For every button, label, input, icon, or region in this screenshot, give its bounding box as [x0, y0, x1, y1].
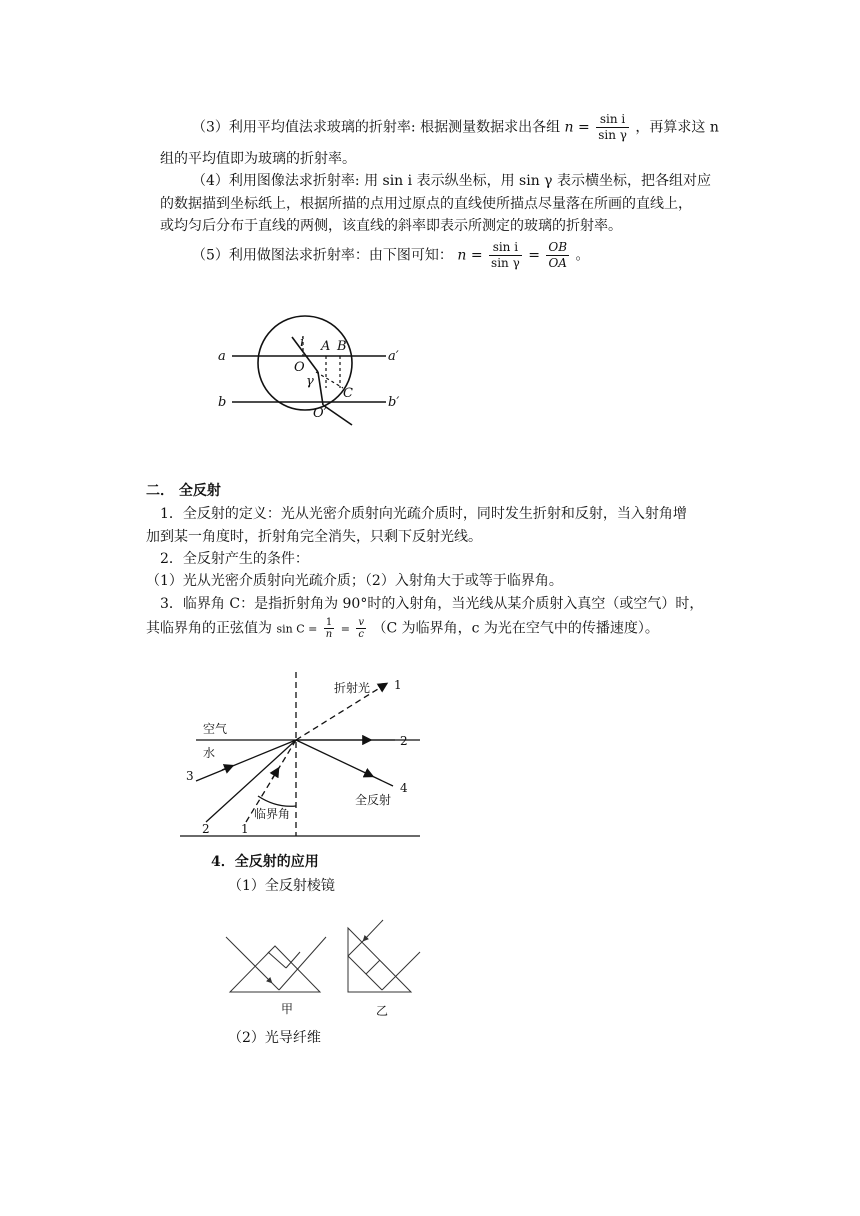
para5-n: n	[457, 247, 467, 264]
para5-fraction2-numerator: OB	[548, 240, 568, 254]
critical-fraction-1-denominator: n	[325, 629, 333, 640]
para5-eq1: =	[470, 247, 483, 264]
para4-line2: 的数据描到坐标纸上，根据所描的点用过原点的直线使所描点尽量落在所画的直线上，	[160, 196, 692, 212]
prism-a-label: 甲	[281, 1002, 294, 1016]
para3-fraction-numerator: sin i	[596, 112, 629, 128]
critical-fraction-2	[356, 617, 366, 640]
label-O: O	[294, 360, 305, 375]
critical-fraction-1-numerator: 1	[324, 617, 334, 629]
section2-heading: 二． 全反射	[146, 483, 221, 499]
ray-2-label-bottom: 2	[202, 822, 210, 836]
section2-p2-sub: （1）光从光密介质射向光疏介质；（2）入射角大于或等于临界角。	[146, 573, 563, 589]
label-a-prime: a′	[388, 349, 399, 364]
section4-heading: 4．全反射的应用	[211, 854, 319, 870]
para3-text: （3）利用平均值法求玻璃的折射率: 根据测量数据求出各组	[192, 119, 561, 136]
para5-fraction2	[546, 240, 569, 271]
para5-eq2: =	[528, 247, 540, 264]
critical-eq: =	[340, 622, 350, 636]
label-b: b	[218, 395, 227, 410]
para3-line1	[192, 112, 719, 143]
label-C: C	[343, 386, 353, 401]
ray-2-label-right: 2	[400, 734, 408, 748]
critical-fraction-2-numerator: v	[358, 617, 365, 628]
label-A: A	[321, 339, 331, 354]
para5-fraction1-denominator: sin γ	[491, 256, 520, 270]
para5-line	[192, 240, 590, 271]
critical-angle-label: 临界角	[254, 807, 291, 821]
label-B: B	[337, 339, 347, 354]
para3-text-end: ，再算求这 n	[635, 119, 719, 136]
ray-3-label: 3	[186, 769, 194, 783]
para5-end: 。	[575, 247, 590, 264]
para5-text: （5）利用做图法求折射率：由下图可知：	[192, 247, 453, 264]
section2-p3-line1: 3．临界角 C：是指折射角为 90°时的入射角，当光线从某介质射入真空（或空气）时，	[160, 596, 704, 612]
para3-fraction-denominator: sin γ	[598, 128, 627, 142]
para3-eq: =	[578, 119, 590, 136]
prism-b-label: 乙	[376, 1004, 389, 1018]
label-a: a	[218, 349, 226, 364]
ray-4-label: 4	[400, 781, 408, 795]
section2-p3-text-b: （C 为临界角，c 为光在空气中的传播速度）。	[372, 620, 659, 637]
sin-c-label: sin C =	[276, 622, 318, 636]
section2-p1-line1: 1．全反射的定义：光从光密介质射向光疏介质时，同时发生折射和反射，当入射角增	[160, 506, 687, 522]
section2-p1-line2: 加到某一角度时，折射角完全消失，只剩下反射光线。	[146, 529, 482, 545]
para4-line1: （4）利用图像法求折射率: 用 sin i 表示纵坐标，用 sin γ 表示横坐标，把各组对应	[192, 173, 711, 189]
section2-p2: 2．全反射产生的条件：	[160, 551, 309, 567]
ray-1-label-top: 1	[394, 678, 402, 692]
para5-fraction2-denominator: OA	[548, 256, 567, 270]
total-reflection-label: 全反射	[355, 793, 392, 807]
section2-p3-text-a: 其临界角的正弦值为	[146, 620, 272, 637]
label-O-prime: O′	[313, 406, 327, 421]
air-label: 空气	[203, 722, 228, 736]
ray-1-label-bottom: 1	[241, 822, 249, 836]
critical-fraction-2-denominator: c	[358, 629, 364, 640]
para3-line2: 组的平均值即为玻璃的折射率。	[160, 151, 356, 167]
critical-fraction-1	[324, 617, 334, 640]
refracted-light-label: 折射光	[334, 681, 371, 695]
water-label: 水	[203, 746, 216, 760]
para3-fraction	[596, 112, 629, 143]
section4-sub1: （1）全反射棱镜	[228, 878, 335, 894]
para5-fraction1-numerator: sin i	[489, 240, 522, 256]
para3-n: n	[564, 119, 574, 136]
para5-fraction1	[489, 240, 522, 271]
label-b-prime: b′	[388, 395, 400, 410]
section4-sub2: （2）光导纤维	[228, 1030, 321, 1046]
label-i: i	[300, 335, 305, 350]
para4-line3: 或均匀后分布于直线的两侧，该直线的斜率即表示所测定的玻璃的折射率。	[160, 218, 622, 234]
section2-p3-line2	[146, 617, 659, 640]
label-gamma: γ	[306, 374, 314, 389]
